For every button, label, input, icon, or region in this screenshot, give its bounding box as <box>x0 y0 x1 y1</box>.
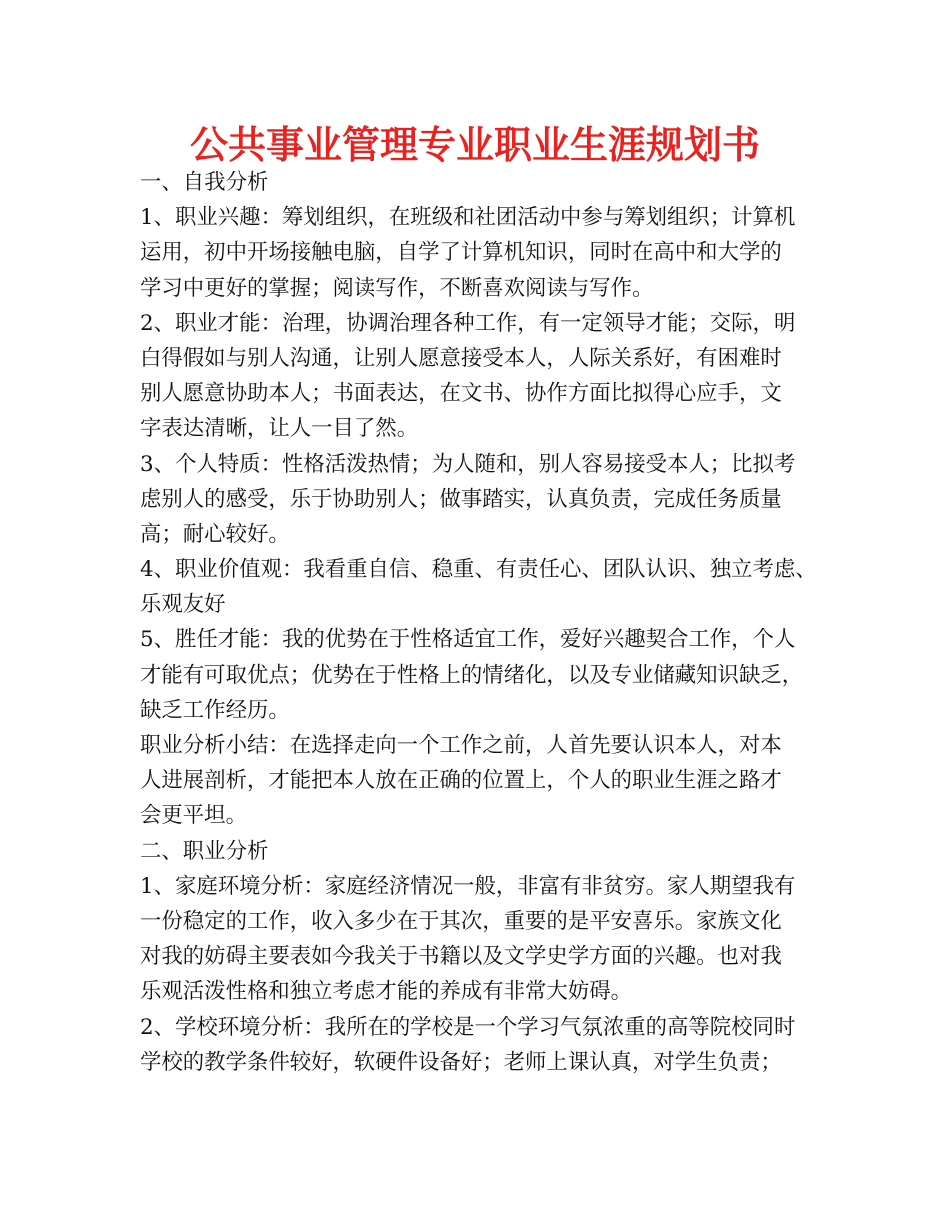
paragraph-line: 一份稳定的工作，收入多少在于其次，重要的是平安喜乐。家族文化 <box>140 908 782 934</box>
paragraph-line: 白得假如与别人沟通，让别人愿意接受本人，人际关系好，有困难时 <box>140 345 782 371</box>
paragraph-line: 4、职业价值观：我看重自信、稳重、有责任心、团队认识、独立考虑、 <box>140 557 817 583</box>
paragraph-line: 运用，初中开场接触电脑，自学了计算机知识，同时在高中和大学的 <box>140 240 782 266</box>
paragraph-line: 人进展剖析，才能把本人放在正确的位置上，个人的职业生涯之路才 <box>140 768 782 794</box>
paragraph-line: 字表达清晰，让人一目了然。 <box>140 416 419 442</box>
paragraph-line: 虑别人的感受，乐于协助别人；做事踏实，认真负责，完成任务质量 <box>140 486 782 512</box>
paragraph-line: 对我的妨碍主要表如今我关于书籍以及文学史学方面的兴趣。也对我 <box>140 944 782 970</box>
paragraph-line: 1、职业兴趣：筹划组织，在班级和社团活动中参与筹划组织；计算机 <box>140 205 796 231</box>
section-heading: 二、职业分析 <box>140 838 269 864</box>
section-heading: 一、自我分析 <box>140 170 269 195</box>
document-title: 公共事业管理专业职业生涯规划书 <box>189 123 760 167</box>
paragraph-line: 职业分析小结：在选择走向一个工作之前，人首先要认识本人，对本 <box>140 733 782 758</box>
paragraph-line: 会更平坦。 <box>140 803 247 829</box>
paragraph-line: 2、学校环境分析：我所在的学校是一个学习气氛浓重的高等院校同时 <box>140 1014 796 1040</box>
document-body <box>140 165 818 1080</box>
paragraph-line: 5、胜任才能：我的优势在于性格适宜工作，爱好兴趣契合工作，个人 <box>140 627 796 653</box>
paragraph-line: 别人愿意协助本人；书面表达，在文书、协作方面比拟得心应手，文 <box>140 381 782 407</box>
paragraph-line: 乐观活泼性格和独立考虑才能的养成有非常大妨碍。 <box>140 979 632 1005</box>
paragraph-line: 1、家庭环境分析：家庭经济情况一般，非富有非贫穷。家人期望我有 <box>140 873 796 899</box>
paragraph-line: 学习中更好的掌握；阅读写作，不断喜欢阅读与写作。 <box>140 275 654 301</box>
paragraph-line: 才能有可取优点；优势在于性格上的情绪化，以及专业储藏知识缺乏， <box>140 662 804 688</box>
paragraph-line: 3、个人特质：性格活泼热情；为人随和，别人容易接受本人；比拟考 <box>140 451 796 477</box>
paragraph-line: 缺乏工作经历。 <box>140 697 290 723</box>
paragraph-line: 学校的教学条件较好，软硬件设备好；老师上课认真，对学生负责； <box>140 1049 782 1075</box>
paragraph-line: 乐观友好 <box>140 592 226 618</box>
paragraph-line: 2、职业才能：治理，协调治理各种工作，有一定领导才能；交际，明 <box>140 310 796 336</box>
paragraph-line: 高；耐心较好。 <box>140 521 290 547</box>
